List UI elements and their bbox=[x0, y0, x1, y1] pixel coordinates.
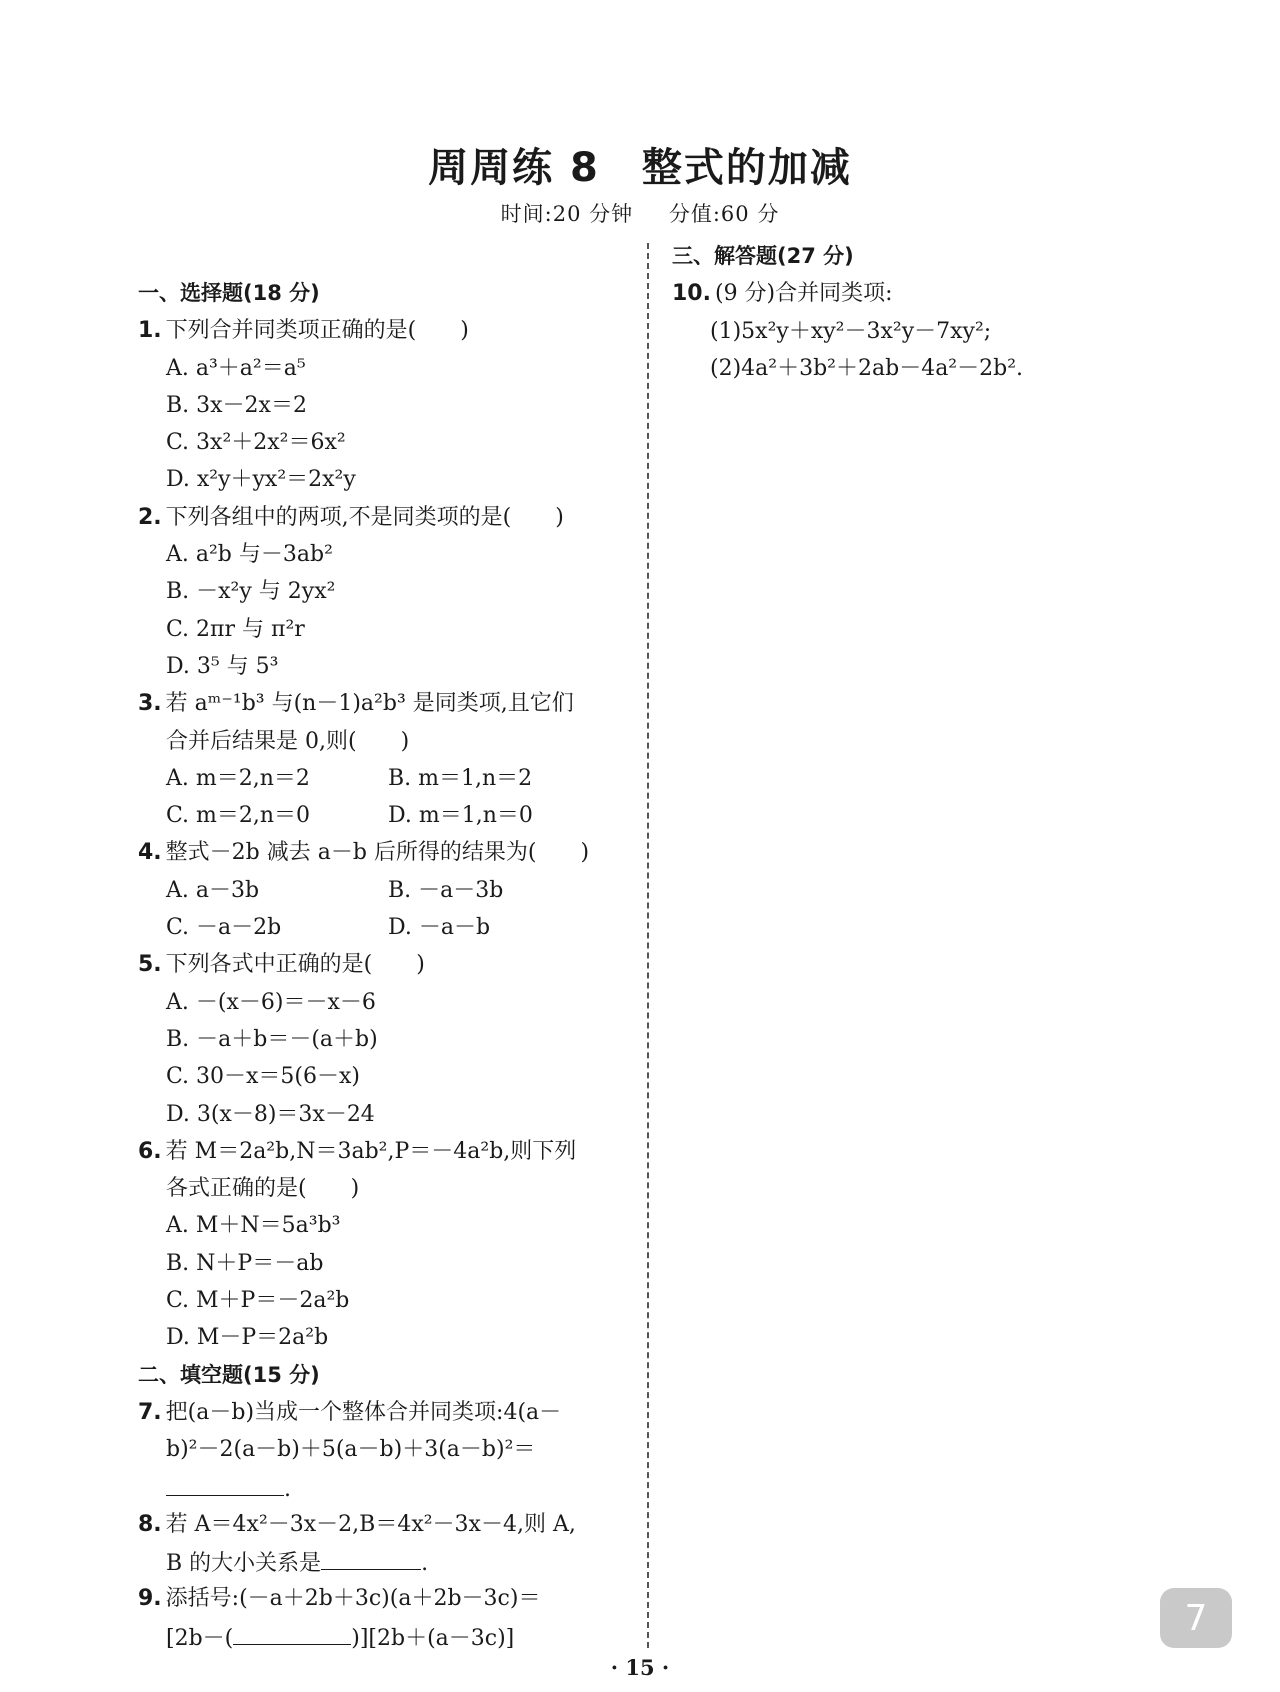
answer-option: B. 3x－2x＝2 bbox=[166, 392, 307, 418]
answer-option: B. N＋P＝－ab bbox=[166, 1250, 324, 1276]
answer-option: C. 3x²＋2x²＝6x² bbox=[166, 430, 346, 456]
answer-option: D. M－P＝2a²b bbox=[166, 1325, 329, 1351]
question-number: 10. bbox=[672, 281, 711, 307]
right-column bbox=[672, 238, 1232, 387]
column-divider bbox=[647, 243, 649, 1648]
answer-option-pair bbox=[138, 797, 628, 834]
answer-option: B. －a＋b＝－(a＋b) bbox=[166, 1026, 378, 1052]
answer-option-pair bbox=[138, 760, 628, 797]
question-number: 7. bbox=[138, 1399, 162, 1425]
question-number: 9. bbox=[138, 1586, 162, 1612]
question-text: 整式－2b 减去 a－b 后所得的结果为( ) bbox=[165, 840, 590, 866]
left-column bbox=[138, 275, 628, 1655]
question-line bbox=[138, 946, 628, 983]
time-limit: 时间:20 分钟 bbox=[500, 202, 634, 226]
answer-option: A. M＋N＝5a³b³ bbox=[166, 1213, 341, 1239]
answer-option: B. －x²y 与 2yx² bbox=[166, 579, 336, 605]
question-line bbox=[672, 275, 1232, 312]
fill-blank-line bbox=[138, 1543, 628, 1580]
answer-option: B. －a－3b bbox=[388, 877, 504, 903]
answer-option: D. 3⁵ 与 5³ bbox=[166, 653, 279, 679]
answer-option: D. m＝1,n＝0 bbox=[388, 803, 533, 829]
question-number: 8. bbox=[138, 1511, 162, 1537]
sub-question: (1)5x²y＋xy²－3x²y－7xy²; bbox=[710, 318, 992, 344]
answer-option: D. 3(x－8)＝3x－24 bbox=[166, 1101, 375, 1127]
answer-option: A. －(x－6)＝－x－6 bbox=[166, 989, 376, 1015]
answer-option: A. a³＋a²＝a⁵ bbox=[166, 355, 306, 381]
question-text: 若 aᵐ⁻¹b³ 与(n－1)a²b³ 是同类项,且它们 bbox=[165, 691, 574, 717]
question-text: 若 A＝4x²－3x－2,B＝4x²－3x－4,则 A, bbox=[165, 1511, 576, 1537]
question-text: 下列各式中正确的是( ) bbox=[165, 952, 425, 978]
question-text: 下列各组中的两项,不是同类项的是( ) bbox=[165, 504, 564, 530]
exam-info bbox=[0, 198, 1280, 228]
answer-option: A. a－3b bbox=[166, 877, 260, 903]
answer-blank[interactable] bbox=[321, 1543, 421, 1570]
answer-option: C. M＋P＝－2a²b bbox=[166, 1288, 350, 1314]
page-number: · 15 · bbox=[610, 1655, 670, 1680]
fill-blank-line bbox=[138, 1469, 628, 1506]
question-continuation: 各式正确的是( ) bbox=[166, 1176, 360, 1202]
question-line bbox=[138, 834, 628, 871]
blank-suffix: . bbox=[284, 1476, 291, 1502]
question-continuation: 合并后结果是 0,则( ) bbox=[166, 728, 410, 754]
answer-option: B. m＝1,n＝2 bbox=[388, 765, 533, 791]
blank-prefix: B 的大小关系是 bbox=[166, 1551, 322, 1577]
question-line bbox=[138, 499, 628, 536]
answer-blank[interactable] bbox=[233, 1618, 351, 1645]
question-number: 1. bbox=[138, 318, 162, 344]
answer-option: C. －a－2b bbox=[166, 915, 282, 941]
section-heading: 三、解答题(27 分) bbox=[672, 244, 854, 268]
section-heading: 一、选择题(18 分) bbox=[138, 281, 320, 305]
total-score: 分值:60 分 bbox=[668, 202, 780, 226]
blank-suffix: )][2b＋(a－3c)] bbox=[351, 1625, 515, 1651]
answer-option: A. m＝2,n＝2 bbox=[166, 765, 310, 791]
answer-option: C. 2πr 与 π²r bbox=[166, 616, 305, 642]
question-number: 2. bbox=[138, 504, 162, 530]
blank-prefix: [2b－( bbox=[166, 1625, 234, 1651]
page-title: 周周练 8 整式的加减 bbox=[428, 145, 852, 191]
answer-option: C. 30－x＝5(6－x) bbox=[166, 1064, 361, 1090]
question-line bbox=[138, 312, 628, 349]
question-number: 3. bbox=[138, 691, 162, 717]
section-heading: 二、填空题(15 分) bbox=[138, 1362, 320, 1387]
question-line bbox=[138, 1133, 628, 1170]
fill-blank-line bbox=[138, 1618, 628, 1655]
answer-option: C. m＝2,n＝0 bbox=[166, 803, 311, 829]
question-text: (9 分)合并同类项: bbox=[714, 281, 893, 307]
question-line bbox=[138, 1506, 628, 1543]
sub-question: (2)4a²＋3b²＋2ab－4a²－2b². bbox=[710, 355, 1024, 381]
question-number: 4. bbox=[138, 840, 162, 866]
question-line bbox=[138, 1580, 628, 1617]
answer-option: D. －a－b bbox=[388, 915, 491, 941]
answer-blank[interactable] bbox=[166, 1469, 284, 1496]
answer-option: A. a²b 与－3ab² bbox=[166, 542, 333, 568]
question-text: 把(a－b)当成一个整体合并同类项:4(a－ bbox=[165, 1399, 562, 1425]
question-continuation: b)²－2(a－b)＋5(a－b)＋3(a－b)²＝ bbox=[166, 1437, 536, 1463]
answer-option-pair bbox=[138, 909, 628, 946]
question-line bbox=[138, 685, 628, 722]
question-number: 5. bbox=[138, 952, 162, 978]
page-badge[interactable]: 7 bbox=[1160, 1588, 1232, 1648]
question-text: 下列合并同类项正确的是( ) bbox=[165, 318, 469, 344]
answer-option-pair bbox=[138, 872, 628, 909]
question-number: 6. bbox=[138, 1138, 162, 1164]
question-text: 添括号:(－a＋2b＋3c)(a＋2b－3c)＝ bbox=[165, 1586, 541, 1612]
question-text: 若 M＝2a²b,N＝3ab²,P＝－4a²b,则下列 bbox=[165, 1138, 577, 1164]
blank-suffix: . bbox=[421, 1551, 429, 1577]
question-line bbox=[138, 1394, 628, 1431]
answer-option: D. x²y＋yx²＝2x²y bbox=[166, 467, 356, 493]
